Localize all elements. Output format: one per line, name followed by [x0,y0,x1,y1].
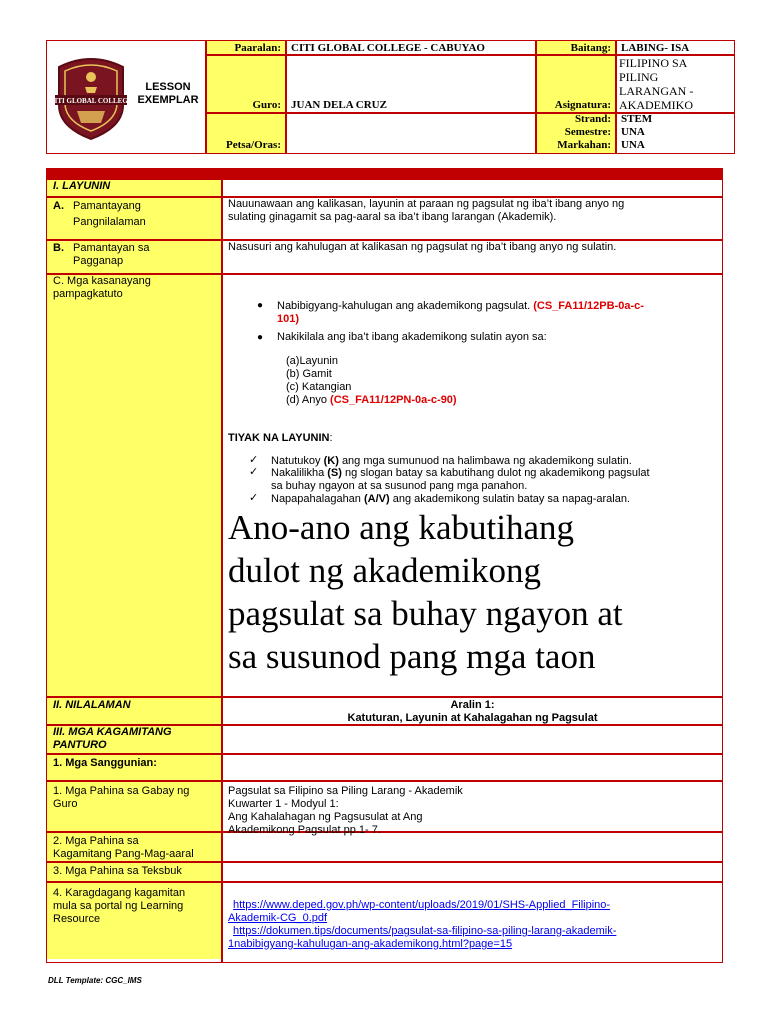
deped-link[interactable]: https://www.deped.gov.ph/wp-content/uploads/2019/01/SHS-Applied_Filipino- Akademik-CG_0.pdf [228,899,611,924]
sanggunian-label: 1. Mga Sanggunian: [53,757,157,769]
semestre-label: Semestre: [564,126,611,138]
pamantayang-pangnilalaman-label: Pamantayang Pangnilalaman [73,200,146,228]
lesson-table [46,168,723,963]
tiyak-item-1: Natutukoy (K) ang mga sumunuod na halimbawa ng akademikong sulatin. [271,455,632,467]
pamantayan-sa-pagganap-text: Nasusuri ang kahulugan at kalikasan ng pagsulat ng iba’t ibang anyo ng sulatin. [228,241,617,253]
footer-template-label: DLL Template: CGC_IMS [48,976,142,985]
tiyak-item-3: Napapahalagahan (A/V) ang akademikong sulatin batay sa napag-aralan. [271,493,630,505]
check-icon: ✓ [249,492,259,504]
kasanayan-bullet-2: Nakikilala ang iba’t ibang akademikong sulatin ayon sa: [277,331,547,343]
nilalaman-heading: II. NILALAMAN [53,699,131,711]
header-table [46,40,735,154]
kagamitang-pang-mag-aaral-label: 2. Mga Pahina sa Kagamitang Pang-Mag-aaral [53,835,194,860]
check-icon: ✓ [249,454,259,466]
baitang-value: LABING- ISA [621,42,690,54]
lesson-exemplar-label: LESSON EXEMPLAR [137,81,199,106]
guro-label: Guro: [252,99,281,111]
sub-items-list: (a)Layunin (b) Gamit (c) Katangian (d) Anyo (CS_FA11/12PN-0a-c-90) [286,355,457,406]
asignatura-value: FILIPINO SA PILING LARANGAN - AKADEMIKO [619,56,694,112]
baitang-label: Baitang: [570,42,611,54]
kasanayan-bullet-1: Nabibigyang-kahulugan ang akademikong pagsulat. (CS_FA11/12PB-0a-c- 101) [277,300,644,325]
check-icon: ✓ [249,466,259,478]
markahan-value: UNA [621,139,645,151]
guro-value: JUAN DELA CRUZ [291,99,387,111]
top-red-bar [47,169,722,178]
layunin-heading: I. LAYUNIN [53,180,111,192]
big-question: Ano-ano ang kabutihang dulot ng akademikong pagsulat sa buhay ngayon at sa susunod pang mga taon [228,508,623,676]
teksbuk-label: 3. Mga Pahina sa Teksbuk [53,865,182,877]
strand-label: Strand: [574,113,611,125]
svg-text:CITI GLOBAL COLLEGE: CITI GLOBAL COLLEGE [51,97,131,105]
strand-value: STEM [621,113,653,125]
petsa-label: Petsa/Oras: [226,139,281,151]
bullet-icon: ● [257,300,264,311]
gabay-ng-guro-text: Pagsulat sa Filipino sa Piling Larang - Akademik Kuwarter 1 - Modyul 1: Ang Kahalahagan ng Pagsusulat at Ang Akademikong Pagsulat pp.1- 7. [228,785,463,836]
semestre-value: UNA [621,126,645,138]
dokumen-link[interactable]: https://dokumen.tips/documents/pagsulat-sa-filipino-sa-piling-larang-akademik- 1nabibigyang-kahulugan-ang-akademikong.html?page=15 [228,925,617,950]
tiyak-item-2: Nakalilikha (S) ng slogan batay sa kabutihang dulot ng akademikong pagsulat sa buhay ngayon at sa susunod pang mga panahon. [271,467,650,492]
gabay-ng-guro-label: 1. Mga Pahina sa Gabay ng Guro [53,785,190,810]
bullet-icon: ● [257,332,264,343]
markahan-label: Markahan: [557,139,611,151]
kasanayang-pampagkatuto-label: C. Mga kasanayang pampagkatuto [53,275,151,300]
learning-resource-label: 4. Karagdagang kagamitan mula sa portal ng Learning Resource [53,887,186,925]
paaralan-label: Paaralan: [234,42,281,54]
item-a-letter: A. [53,200,64,212]
pamantayan-sa-pagganap-label: Pamantayan sa Pagganap [73,242,150,267]
item-b-letter: B. [53,242,64,254]
asignatura-label: Asignatura: [554,99,611,111]
nilalaman-content: Aralin 1: Katuturan, Layunin at Kahalagahan ng Pagsulat [347,699,598,724]
kagamitan-heading: III. MGA KAGAMITANG PANTURO [53,726,172,751]
paaralan-value: CITI GLOBAL COLLEGE - CABUYAO [291,42,485,54]
college-logo [51,53,131,141]
tiyak-na-layunin-heading: TIYAK NA LAYUNIN: [228,432,333,444]
pamantayang-pangnilalaman-text: Nauunawaan ang kalikasan, layunin at paraan ng pagsulat ng iba’t ibang anyo ng sulating ginagamit sa pag-aaral sa iba’t ibang larangan (Akademik). [228,198,625,223]
